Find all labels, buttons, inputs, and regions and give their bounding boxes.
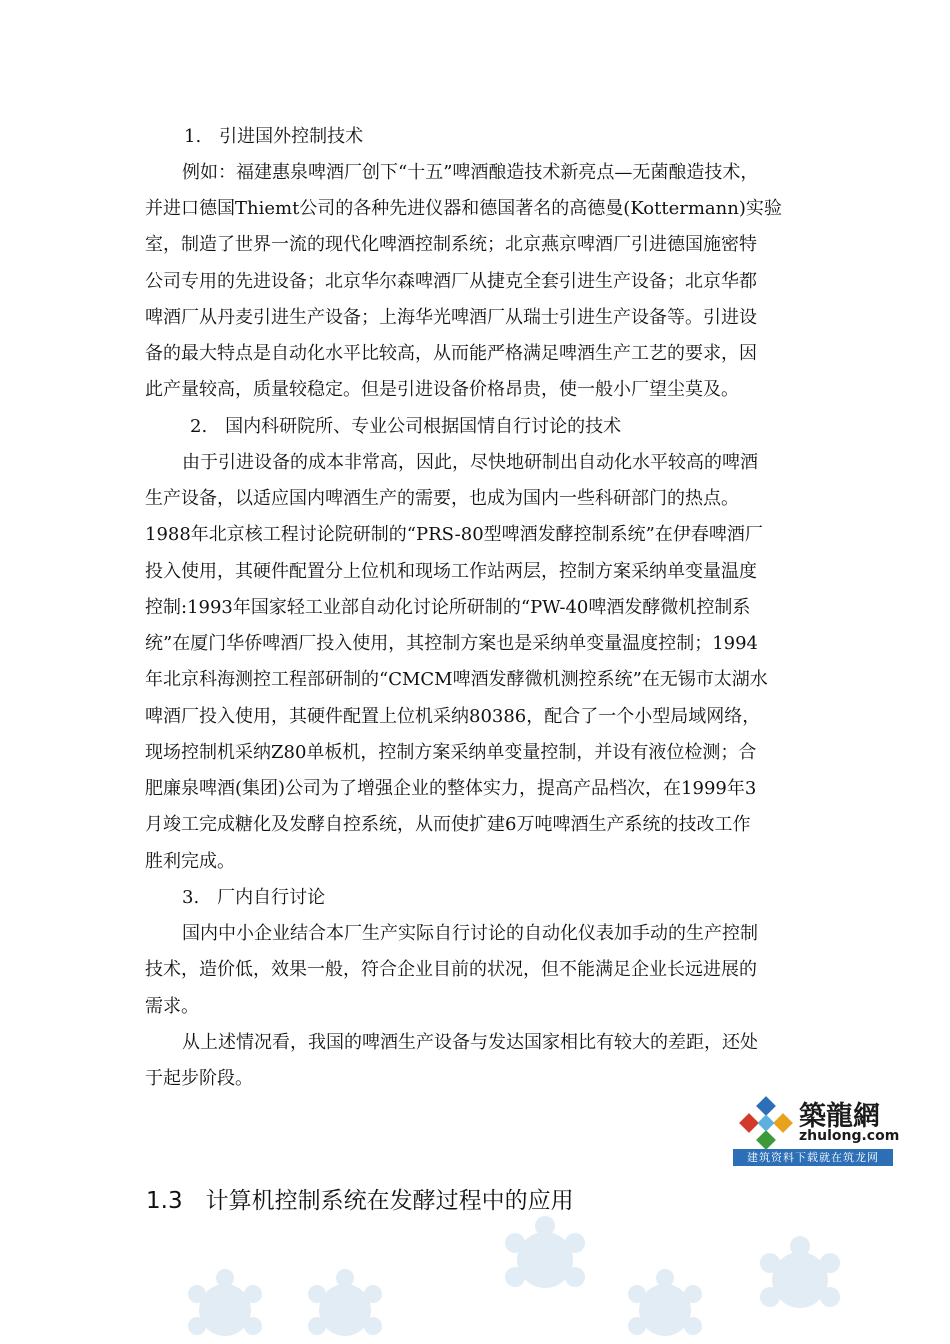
paragraph-line: 备的最大特点是自动化水平比较高，从而能严格满足啤酒生产工艺的要求，因 xyxy=(145,343,757,364)
paragraph-line: 由于引进设备的成本非常高，因此，尽快地研制出自动化水平较高的啤酒 xyxy=(182,452,758,473)
paragraph-line: 技术，造价低，效果一般，符合企业目前的状况，但不能满足企业长远进展的 xyxy=(145,959,757,980)
list-item-heading-3: 3. 厂内自行讨论 xyxy=(182,887,326,908)
paragraph-line: 并进口德国Thiemt公司的各种先进仪器和德国著名的高德曼(Kottermann)实验 xyxy=(145,198,782,219)
section-heading: 1.3 计算机控制系统在发酵过程中的应用 xyxy=(146,1188,574,1214)
zhulong-logo xyxy=(733,1092,900,1166)
list-item-heading-1: 1. 引进国外控制技术 xyxy=(184,126,364,147)
paragraph-line: 例如：福建惠泉啤酒厂创下“十五”啤酒酿造技术新亮点—无菌酿造技术， xyxy=(182,162,759,183)
list-item-heading-2: 2. 国内科研院所、专业公司根据国情自行讨论的技术 xyxy=(190,416,622,437)
logo-tagline: 建筑资料下载就在筑龙网 xyxy=(733,1149,893,1166)
paragraph-line: 肥廉泉啤酒(集团)公司为了增强企业的整体实力，提高产品档次，在1999年3 xyxy=(145,778,757,799)
zhulong-snowflake-logo-icon xyxy=(737,1096,795,1150)
paragraph-line: 此产量较高，质量较稳定。但是引进设备价格昂贵，使一般小厂望尘莫及。 xyxy=(145,379,739,400)
paragraph-line: 投入使用，其硬件配置分上位机和现场工作站两层，控制方案采纳单变量温度 xyxy=(145,561,757,582)
paragraph-line: 从上述情况看，我国的啤酒生产设备与发达国家相比有较大的差距，还处 xyxy=(182,1032,758,1053)
paragraph-line: 统”在厦门华侨啤酒厂投入使用，其控制方案也是采纳单变量温度控制；1994 xyxy=(145,633,759,654)
paragraph-line: 需求。 xyxy=(145,996,199,1017)
paragraph-line: 国内中小企业结合本厂生产实际自行讨论的自动化仪表加手动的生产控制 xyxy=(182,923,758,944)
paragraph-line: 现场控制机采纳Z80单板机，控制方案采纳单变量控制，并设有液位检测；合 xyxy=(145,742,757,763)
paragraph-line: 啤酒厂投入使用，其硬件配置上位机采纳80386，配合了一个小型局域网络， xyxy=(145,706,761,727)
paragraph-line: 公司专用的先进设备；北京华尔森啤酒厂从捷克全套引进生产设备；北京华都 xyxy=(145,271,757,292)
paragraph-line: 于起步阶段。 xyxy=(145,1068,253,1089)
paragraph-line: 1988年北京核工程讨论院研制的“PRS-80型啤酒发酵控制系统”在伊春啤酒厂 xyxy=(145,524,763,545)
paragraph-line: 胜利完成。 xyxy=(145,851,235,872)
paragraph-line: 啤酒厂从丹麦引进生产设备；上海华光啤酒厂从瑞士引进生产设备等。引进设 xyxy=(145,307,757,328)
watermark-snowflake-icon xyxy=(0,1200,950,1344)
logo-domain-text: zhulong.com xyxy=(799,1128,900,1144)
paragraph-line: 月竣工完成糖化及发酵自控系统，从而使扩建6万吨啤酒生产系统的技改工作 xyxy=(145,814,751,835)
paragraph-line: 控制:1993年国家轻工业部自动化讨论所研制的“PW-40啤酒发酵微机控制系 xyxy=(145,597,751,618)
paragraph-line: 室，制造了世界一流的现代化啤酒控制系统；北京燕京啤酒厂引进德国施密特 xyxy=(145,234,757,255)
logo-chinese-text: 築龍網 xyxy=(799,1101,880,1132)
paragraph-line: 生产设备，以适应国内啤酒生产的需要，也成为国内一些科研部门的热点。 xyxy=(145,488,739,509)
paragraph-line: 年北京科海测控工程部研制的“CMCM啤酒发酵微机测控系统”在无锡市太湖水 xyxy=(145,669,768,690)
